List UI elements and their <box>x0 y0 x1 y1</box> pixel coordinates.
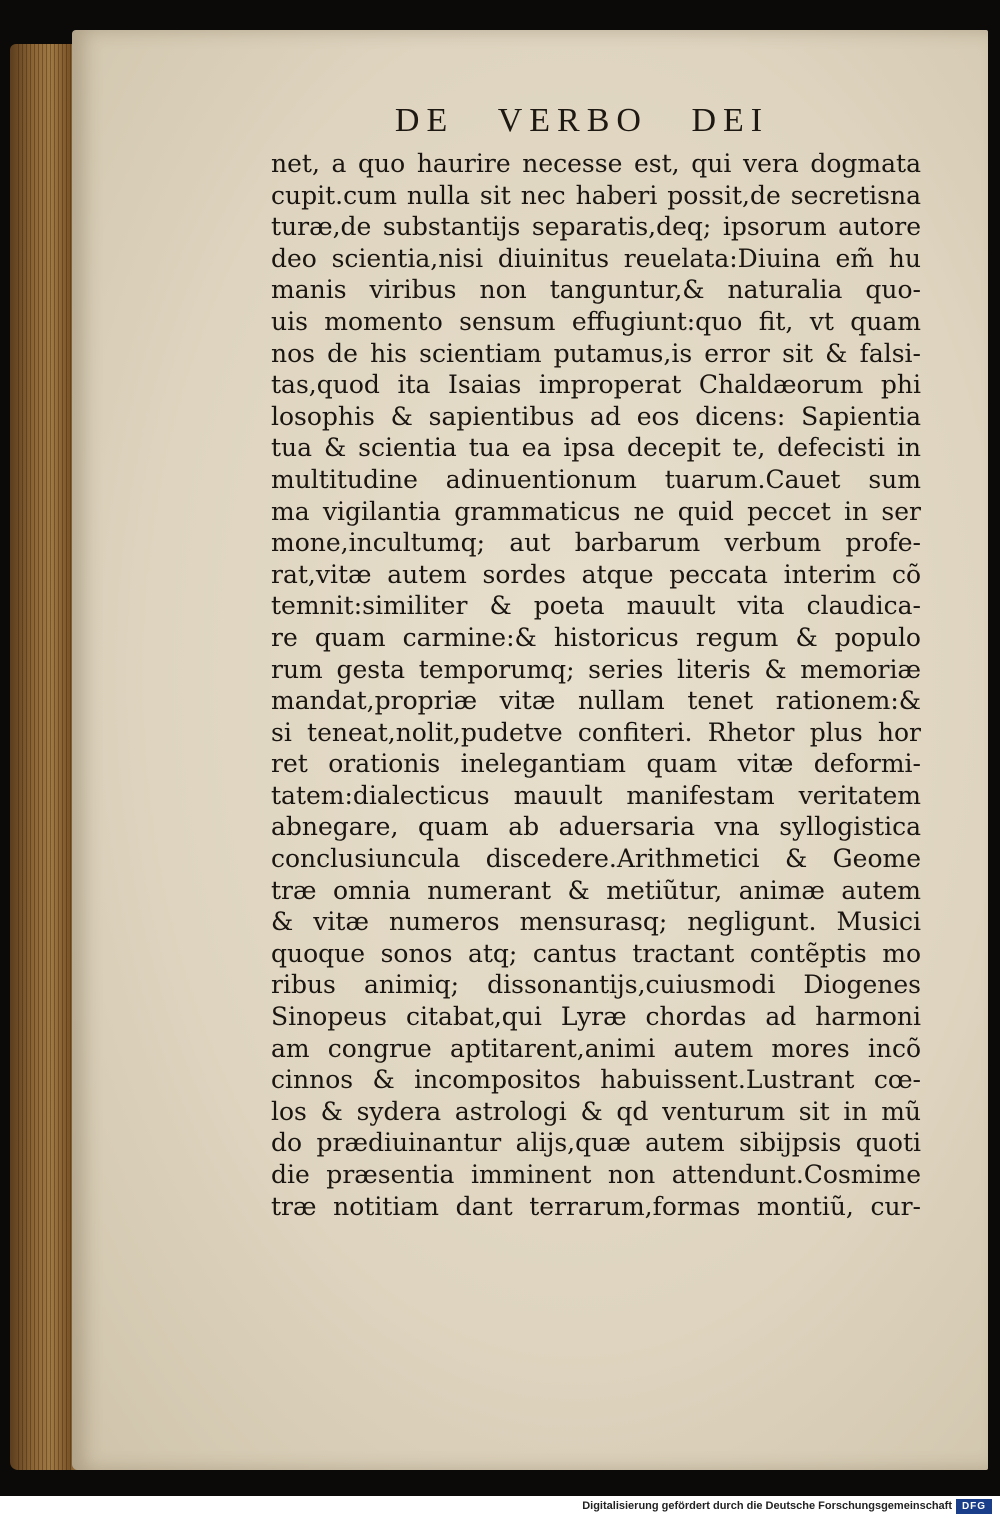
text-line: tua & scientia tua ea ipsa decepit te, defecisti in <box>271 433 921 463</box>
text-line: ma vigilantia grammaticus ne quid peccet in ser <box>271 496 921 526</box>
text-line: manis viribus non tanguntur,& naturalia quo- <box>271 275 921 305</box>
text-line: tatem:dialecticus mauult manifestam veritatem <box>271 780 921 810</box>
text-line: conclusiuncula discedere.Arithmetici & Geome <box>271 844 921 874</box>
text-line: mandat,propriæ vitæ nullam tenet rationem:& <box>271 686 921 716</box>
text-line: net, a quo haurire necesse est, qui vera dogmata <box>271 149 921 178</box>
text-line: cinnos & incompositos habuissent.Lustrant cœ- <box>271 1065 921 1095</box>
funding-credit: Digitalisierung gefördert durch die Deutsche Forschungsgemeinschaft <box>582 1500 952 1512</box>
text-line: si teneat,nolit,pudetve confiteri. Rhetor plus hor <box>271 717 921 747</box>
text-line: ret orationis inelegantiam quam vitæ deformi- <box>271 749 921 779</box>
text-line: abnegare, quam ab aduersaria vna syllogistica <box>271 812 921 842</box>
text-line: tas,quod ita Isaias improperat Chaldæorum phi <box>271 370 921 400</box>
header-word: DE <box>394 102 455 139</box>
text-line: træ omnia numerant & metiũtur, animæ autem <box>271 875 921 905</box>
header-word: DEI <box>691 102 770 139</box>
text-line: cupit.cum nulla sit nec haberi possit,de secretisna <box>271 180 921 210</box>
text-line: quoque sonos atq; cantus tractant contẽptis mo <box>271 938 921 968</box>
text-line: re quam carmine:& historicus regum & populo <box>271 622 921 652</box>
text-line: losophis & sapientibus ad eos dicens: Sapientia <box>271 401 921 431</box>
text-line: mone,incultumq; aut barbarum verbum profe- <box>271 528 921 558</box>
text-line: nos de his scientiam putamus,is error sit & falsi- <box>271 338 921 368</box>
text-line: deo scientia,nisi diuinitus reuelata:Diuina em̃ hu <box>271 243 921 273</box>
text-line: am congrue aptitarent,animi autem mores incõ <box>271 1033 921 1063</box>
text-line: los & sydera astrologi & qd venturum sit in mũ <box>271 1096 921 1126</box>
text-line: rat,vitæ autem sordes atque peccata interim cõ <box>271 559 921 589</box>
text-line: turæ,de substantijs separatis,deq; ipsorum autore <box>271 212 921 242</box>
dfg-logo-icon: DFG <box>956 1499 992 1514</box>
text-line: uis momento sensum effugiunt:quo fit, vt quam <box>271 306 921 336</box>
running-header <box>72 102 988 140</box>
text-line: do prædiuinantur alijs,quæ autem sibijpsis quoti <box>271 1128 921 1158</box>
text-line: træ notitiam dant terrarum,formas montiũ, cur- <box>271 1191 921 1221</box>
text-line: rum gesta temporumq; series literis & memoriæ <box>271 654 921 684</box>
body-text <box>271 148 921 1222</box>
header-word: VERBO <box>497 102 648 139</box>
text-line: multitudine adinuentionum tuarum.Cauet sum <box>271 464 921 494</box>
footer-bar <box>0 1496 1000 1518</box>
text-line: ribus animiq; dissonantijs,cuiusmodi Diogenes <box>271 970 921 1000</box>
text-line: Sinopeus citabat,qui Lyræ chordas ad harmoni <box>271 1002 921 1032</box>
text-line: & vitæ numeros mensurasq; negligunt. Musici <box>271 907 921 937</box>
book-page <box>72 30 988 1470</box>
text-line: die præsentia imminent non attendunt.Cosmime <box>271 1160 921 1189</box>
text-line: temnit:similiter & poeta mauult vita claudica- <box>271 591 921 621</box>
